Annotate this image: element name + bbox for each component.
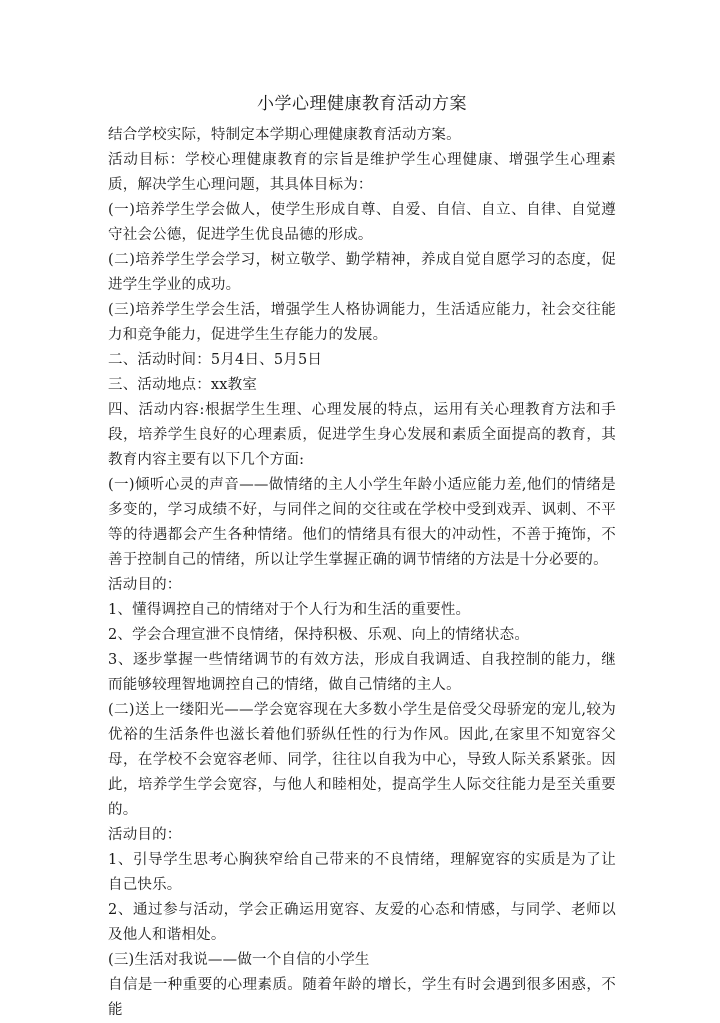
goal-3-paragraph: (三)培养学生学会生活，增强学生人格协调能力，生活适应能力，社会交往能力和竞争能力，促进学生生存能力的发展。: [108, 302, 616, 343]
section-3-paragraph: 自信是一种重要的心理素质。随着年龄的增长，学生有时会遇到很多困惑，不能: [108, 977, 616, 1018]
section-2-paragraph: (二)送上一缕阳光——学会宽容现在大多数小学生是倍受父母骄宠的宠儿,较为优裕的生活条件也滋长着他们骄纵任性的行为作风。因此,在家里不知宽容父母，在学校不会宽容老师、同学，往往以自我为中心，导致人际关系紧张。因此，培养学生学会宽容，与他人和睦相处，提高学生人际交往能力是至关重要的。: [108, 702, 616, 818]
document-title: 小学心理健康教育活动方案: [257, 94, 467, 114]
section-1-purpose-1: 1、懂得调控自己的情绪对于个人行为和生活的重要性。: [108, 602, 471, 618]
activity-content-paragraph: 四、活动内容:根据学生生理、心理发展的特点，运用有关心理教育方法和手段，培养学生良好的心理素质，促进学生身心发展和素质全面提高的教育，其教育内容主要有以下几个方面:: [108, 402, 616, 468]
activity-time-paragraph: 二、活动时间：5月4日、5月5日: [108, 352, 323, 368]
document-page: [108, 92, 616, 1023]
section-2-purpose-1: 1、引导学生思考心胸狭窄给自己带来的不良情绪，理解宽容的实质是为了让自己快乐。: [108, 852, 616, 893]
section-1-purpose-2: 2、学会合理宣泄不良情绪，保持积极、乐观、向上的情绪状态。: [108, 627, 530, 643]
section-2-purpose-2: 2、通过参与活动，学会正确运用宽容、友爱的心态和情感，与同学、老师以及他人和谐相处。: [108, 902, 616, 943]
goal-2-paragraph: (二)培养学生学会学习，树立敬学、勤学精神，养成自觉自愿学习的态度，促进学生学业的成功。: [108, 252, 616, 293]
section-1-purpose-3: 3、逐步掌握一些情绪调节的有效方法，形成自我调适、自我控制的能力，继而能够较理智地调控自己的情绪，做自己情绪的主人。: [108, 652, 616, 693]
goal-1-paragraph: (一)培养学生学会做人，使学生形成自尊、自爱、自信、自立、自律、自觉遵守社会公德，促进学生优良品德的形成。: [108, 202, 616, 243]
activity-location-paragraph: 三、活动地点：xx教室: [108, 377, 258, 393]
section-1-paragraph: (一)倾听心灵的声音——做情绪的主人小学生年龄小适应能力差,他们的情绪是多变的，学习成绩不好，与同伴之间的交往或在学校中受到戏弄、讽刺、不平等的待遇都会产生各种情绪。他们的情绪具有很大的冲动性，不善于掩饰，不善于控制自己的情绪，所以让学生掌握正确的调节情绪的方法是十分必要的。: [108, 477, 616, 568]
goals-paragraph: 活动目标：学校心理健康教育的宗旨是维护学生心理健康、增强学生心理素质，解决学生心理问题，其具体目标为：: [108, 152, 616, 193]
section-3-heading: (三)生活对我说——做一个自信的小学生: [108, 952, 370, 968]
section-1-purpose-heading: 活动目的：: [108, 577, 182, 593]
section-2-purpose-heading: 活动目的：: [108, 827, 182, 843]
intro-paragraph: 结合学校实际，特制定本学期心理健康教育活动方案。: [108, 127, 461, 143]
